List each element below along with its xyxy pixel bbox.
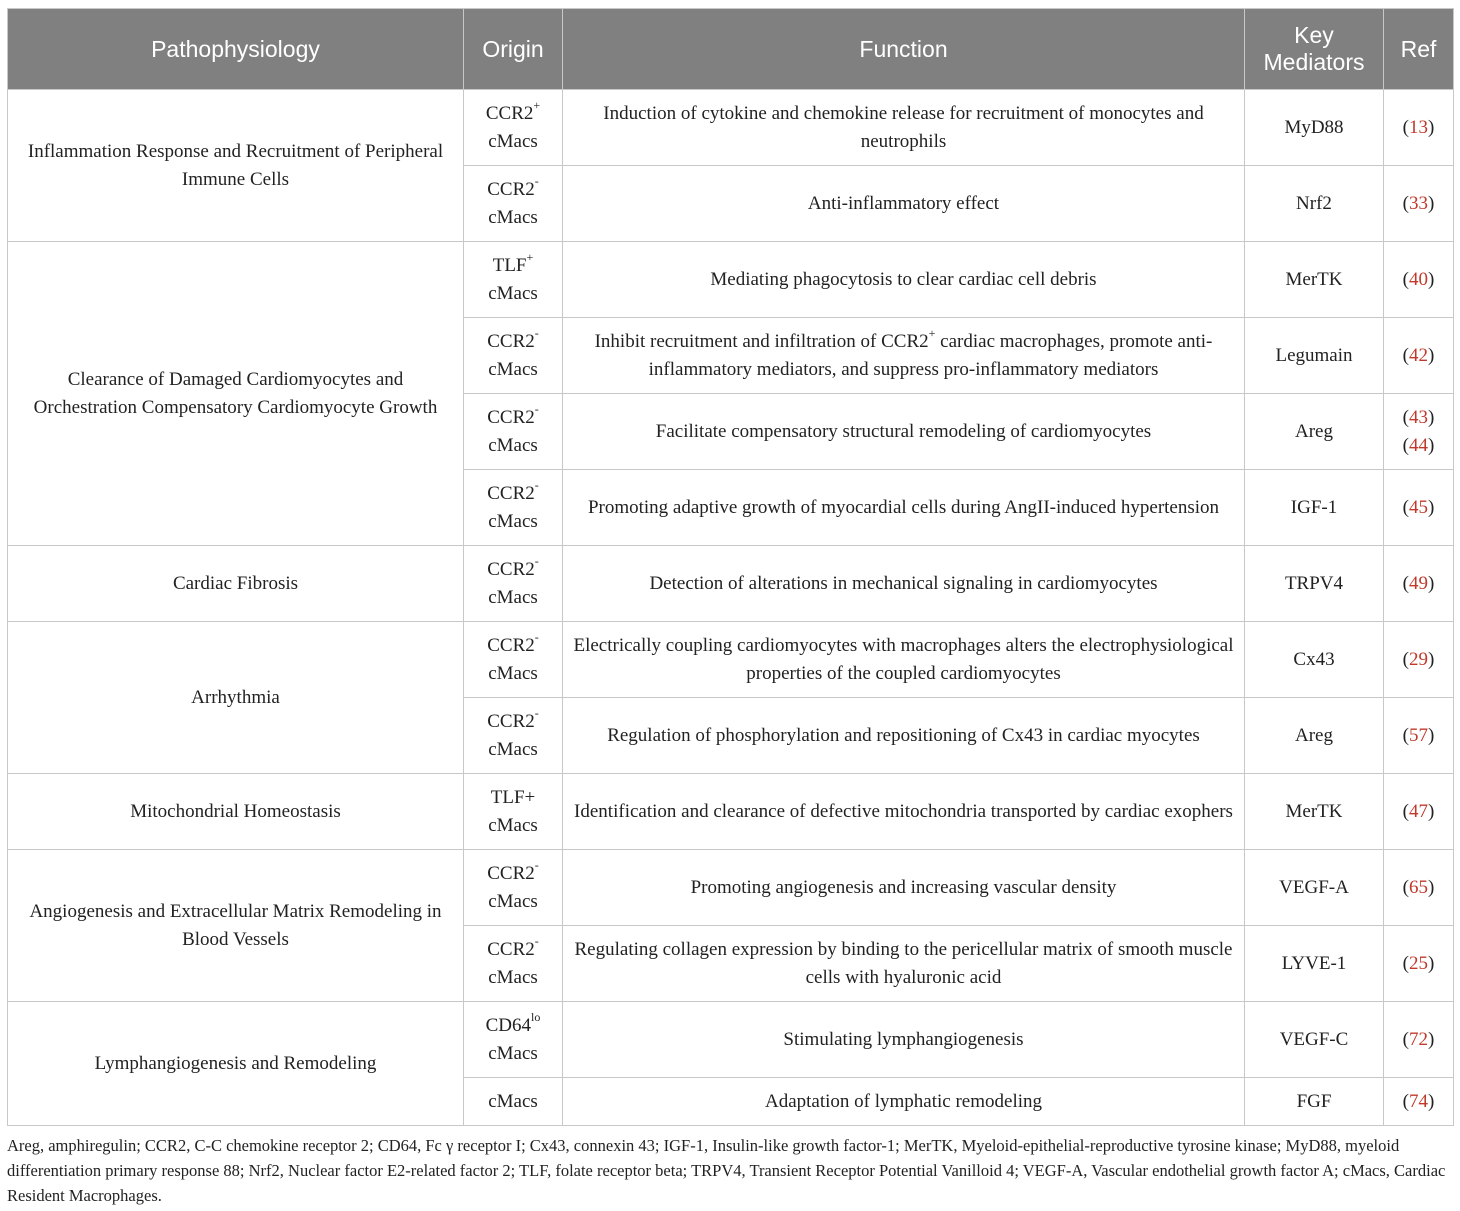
ref-open-paren: (	[1402, 192, 1409, 214]
header-ref: Ref	[1384, 9, 1454, 90]
function-cell: Adaptation of lymphatic remodeling	[563, 1078, 1245, 1126]
origin-marker: CCR2	[487, 482, 535, 504]
ref-cell	[1384, 90, 1454, 166]
origin-cell	[464, 1078, 563, 1126]
origin-cell-type: cMacs	[488, 662, 538, 684]
table-body	[8, 90, 1454, 1126]
ref-link[interactable]: 33	[1409, 192, 1428, 214]
table-row	[8, 546, 1454, 622]
ref-open-paren: (	[1402, 116, 1409, 138]
function-cell: Induction of cytokine and chemokine release for recruitment of monocytes and neutrophils	[563, 90, 1245, 166]
header-key-mediators: Key Mediators	[1245, 9, 1384, 90]
ref-open-paren: (	[1402, 572, 1409, 594]
ref-open-paren: (	[1402, 1028, 1409, 1050]
ref-close-paren: )	[1428, 876, 1435, 898]
ref-cell	[1384, 470, 1454, 546]
origin-cell	[464, 698, 563, 774]
ref-cell	[1384, 1078, 1454, 1126]
ref-link[interactable]: 40	[1409, 268, 1428, 290]
function-text: Inhibit recruitment and infiltration of CCR2	[594, 330, 929, 352]
ref-open-paren: (	[1402, 1090, 1409, 1112]
ref-close-paren: )	[1428, 572, 1435, 594]
origin-cell-type: cMacs	[488, 586, 538, 608]
ref-close-paren: )	[1428, 952, 1435, 974]
key-mediator-cell: Areg	[1245, 394, 1384, 470]
origin-cell	[464, 90, 563, 166]
pathophysiology-cell: Clearance of Damaged Cardiomyocytes and Orchestration Compensatory Cardiomyocyte Growth	[8, 242, 464, 546]
origin-superscript: -	[534, 478, 539, 493]
ref-link[interactable]: 42	[1409, 344, 1428, 366]
origin-marker: CCR2	[487, 938, 535, 960]
origin-superscript: -	[534, 554, 539, 569]
ref-open-paren: (	[1402, 496, 1409, 518]
ref-open-paren: (	[1402, 406, 1409, 428]
origin-marker: CCR2	[487, 710, 535, 732]
origin-marker: cMacs	[488, 1090, 538, 1112]
origin-cell-type: cMacs	[488, 510, 538, 532]
key-mediator-cell: MerTK	[1245, 242, 1384, 318]
origin-marker: CCR2	[487, 406, 535, 428]
function-cell: Electrically coupling cardiomyocytes with macrophages alters the electrophysiological properties of the coupled cardiomyocytes	[563, 622, 1245, 698]
ref-link[interactable]: 49	[1409, 572, 1428, 594]
key-mediator-cell: VEGF-A	[1245, 850, 1384, 926]
ref-link[interactable]: 25	[1409, 952, 1428, 974]
origin-cell	[464, 318, 563, 394]
ref-close-paren: )	[1428, 724, 1435, 746]
function-cell: Stimulating lymphangiogenesis	[563, 1002, 1245, 1078]
origin-cell	[464, 926, 563, 1002]
origin-cell-type: cMacs	[488, 130, 538, 152]
origin-superscript: lo	[531, 1010, 541, 1025]
ref-open-paren: (	[1402, 800, 1409, 822]
origin-cell	[464, 850, 563, 926]
key-mediator-cell: Nrf2	[1245, 166, 1384, 242]
pathophysiology-cell: Inflammation Response and Recruitment of Peripheral Immune Cells	[8, 90, 464, 242]
ref-open-paren: (	[1402, 434, 1409, 456]
table-row	[8, 850, 1454, 926]
origin-superscript: -	[534, 174, 539, 189]
key-mediator-cell: LYVE-1	[1245, 926, 1384, 1002]
ref-cell	[1384, 926, 1454, 1002]
ref-open-paren: (	[1402, 268, 1409, 290]
ref-close-paren: )	[1428, 344, 1435, 366]
function-cell: Promoting angiogenesis and increasing vascular density	[563, 850, 1245, 926]
origin-cell	[464, 546, 563, 622]
key-mediator-cell: Areg	[1245, 698, 1384, 774]
ref-link[interactable]: 47	[1409, 800, 1428, 822]
origin-cell	[464, 394, 563, 470]
ref-link[interactable]: 13	[1409, 116, 1428, 138]
ref-close-paren: )	[1428, 192, 1435, 214]
origin-marker: TLF	[492, 254, 527, 276]
ref-close-paren: )	[1428, 406, 1435, 428]
ref-close-paren: )	[1428, 648, 1435, 670]
pathophysiology-cell: Mitochondrial Homeostasis	[8, 774, 464, 850]
table-row	[8, 622, 1454, 698]
ref-close-paren: )	[1428, 116, 1435, 138]
function-cell: Identification and clearance of defective mitochondria transported by cardiac exophers	[563, 774, 1245, 850]
table-row	[8, 90, 1454, 166]
header-row	[8, 9, 1454, 90]
ref-cell	[1384, 850, 1454, 926]
key-mediator-cell: TRPV4	[1245, 546, 1384, 622]
ref-link[interactable]: 45	[1409, 496, 1428, 518]
key-mediator-cell: Cx43	[1245, 622, 1384, 698]
ref-link[interactable]: 43	[1409, 406, 1428, 428]
key-mediator-cell: MyD88	[1245, 90, 1384, 166]
ref-close-paren: )	[1428, 434, 1435, 456]
origin-marker: CD64	[485, 1014, 532, 1036]
ref-cell	[1384, 242, 1454, 318]
origin-superscript: -	[534, 858, 539, 873]
origin-cell	[464, 470, 563, 546]
origin-marker: CCR2	[487, 330, 535, 352]
origin-superscript: -	[534, 326, 539, 341]
origin-cell-type: cMacs	[488, 966, 538, 988]
origin-marker: TLF+	[490, 786, 536, 808]
table-row	[8, 1002, 1454, 1078]
key-mediator-cell: IGF-1	[1245, 470, 1384, 546]
origin-marker: CCR2	[487, 178, 535, 200]
ref-open-paren: (	[1402, 724, 1409, 746]
origin-superscript: +	[533, 98, 541, 113]
ref-cell	[1384, 394, 1454, 470]
origin-marker: CCR2	[487, 862, 535, 884]
origin-cell	[464, 1002, 563, 1078]
function-cell: Regulating collagen expression by binding to the pericellular matrix of smooth muscle cells with hyaluronic acid	[563, 926, 1245, 1002]
origin-cell-type: cMacs	[488, 890, 538, 912]
origin-marker: CCR2	[487, 634, 535, 656]
pathophysiology-cell: Cardiac Fibrosis	[8, 546, 464, 622]
function-cell: Facilitate compensatory structural remodeling of cardiomyocytes	[563, 394, 1245, 470]
ref-close-paren: )	[1428, 1090, 1435, 1112]
table-row	[8, 774, 1454, 850]
function-cell: Mediating phagocytosis to clear cardiac cell debris	[563, 242, 1245, 318]
header-function: Function	[563, 9, 1245, 90]
key-mediator-cell: FGF	[1245, 1078, 1384, 1126]
origin-cell-type: cMacs	[488, 738, 538, 760]
ref-close-paren: )	[1428, 1028, 1435, 1050]
ref-cell	[1384, 1002, 1454, 1078]
ref-cell	[1384, 546, 1454, 622]
ref-cell	[1384, 318, 1454, 394]
origin-superscript: -	[534, 706, 539, 721]
ref-link[interactable]: 74	[1409, 1090, 1428, 1112]
origin-cell-type: cMacs	[488, 206, 538, 228]
key-mediator-cell: MerTK	[1245, 774, 1384, 850]
ref-cell	[1384, 698, 1454, 774]
origin-cell-type: cMacs	[488, 1042, 538, 1064]
ref-link[interactable]: 57	[1409, 724, 1428, 746]
origin-cell	[464, 166, 563, 242]
table-row	[8, 242, 1454, 318]
origin-cell-type: cMacs	[488, 434, 538, 456]
header-pathophysiology: Pathophysiology	[8, 9, 464, 90]
origin-marker: CCR2	[487, 558, 535, 580]
key-mediator-cell: VEGF-C	[1245, 1002, 1384, 1078]
origin-cell	[464, 774, 563, 850]
origin-superscript: -	[534, 630, 539, 645]
ref-link[interactable]: 44	[1409, 434, 1428, 456]
origin-cell-type: cMacs	[488, 814, 538, 836]
ref-close-paren: )	[1428, 800, 1435, 822]
ref-open-paren: (	[1402, 344, 1409, 366]
function-cell: Promoting adaptive growth of myocardial cells during AngII-induced hypertension	[563, 470, 1245, 546]
macrophage-function-table	[7, 8, 1454, 1126]
ref-link[interactable]: 65	[1409, 876, 1428, 898]
ref-link[interactable]: 72	[1409, 1028, 1428, 1050]
ref-open-paren: (	[1402, 876, 1409, 898]
origin-cell	[464, 622, 563, 698]
pathophysiology-cell: Arrhythmia	[8, 622, 464, 774]
ref-link[interactable]: 29	[1409, 648, 1428, 670]
table-container	[7, 8, 1453, 1208]
ref-open-paren: (	[1402, 648, 1409, 670]
pathophysiology-cell: Angiogenesis and Extracellular Matrix Remodeling in Blood Vessels	[8, 850, 464, 1002]
origin-superscript: -	[534, 934, 539, 949]
table-footnote: Areg, amphiregulin; CCR2, C-C chemokine receptor 2; CD64, Fc γ receptor I; Cx43, connexin 43; IGF-1, Insulin-like growth factor-1; MerTK, Myeloid-epithelial-reproductive tyrosine kinase; MyD88, myeloid differentiation primary response 88; Nrf2, Nuclear factor E2-related factor 2; TLF, folate receptor beta; TRPV4, Transient Receptor Potential Vanilloid 4; VEGF-A, Vascular endothelial growth factor A; cMacs, Cardiac Resident Macrophages.	[7, 1136, 1446, 1205]
origin-superscript: -	[534, 402, 539, 417]
origin-marker: CCR2	[485, 102, 534, 124]
function-cell	[563, 318, 1245, 394]
ref-cell	[1384, 774, 1454, 850]
function-superscript: +	[928, 326, 936, 341]
function-text-continued: cardiac macrophages, promote anti-inflammatory mediators, and suppress pro-inflammatory mediators	[648, 330, 1213, 380]
function-cell: Anti-inflammatory effect	[563, 166, 1245, 242]
origin-cell	[464, 242, 563, 318]
function-cell: Detection of alterations in mechanical signaling in cardiomyocytes	[563, 546, 1245, 622]
ref-cell	[1384, 622, 1454, 698]
ref-open-paren: (	[1402, 952, 1409, 974]
header-origin: Origin	[464, 9, 563, 90]
ref-close-paren: )	[1428, 496, 1435, 518]
ref-close-paren: )	[1428, 268, 1435, 290]
origin-superscript: +	[526, 250, 534, 265]
key-mediator-cell: Legumain	[1245, 318, 1384, 394]
function-cell: Regulation of phosphorylation and repositioning of Cx43 in cardiac myocytes	[563, 698, 1245, 774]
ref-cell	[1384, 166, 1454, 242]
origin-cell-type: cMacs	[488, 358, 538, 380]
pathophysiology-cell: Lymphangiogenesis and Remodeling	[8, 1002, 464, 1126]
origin-cell-type: cMacs	[488, 282, 538, 304]
